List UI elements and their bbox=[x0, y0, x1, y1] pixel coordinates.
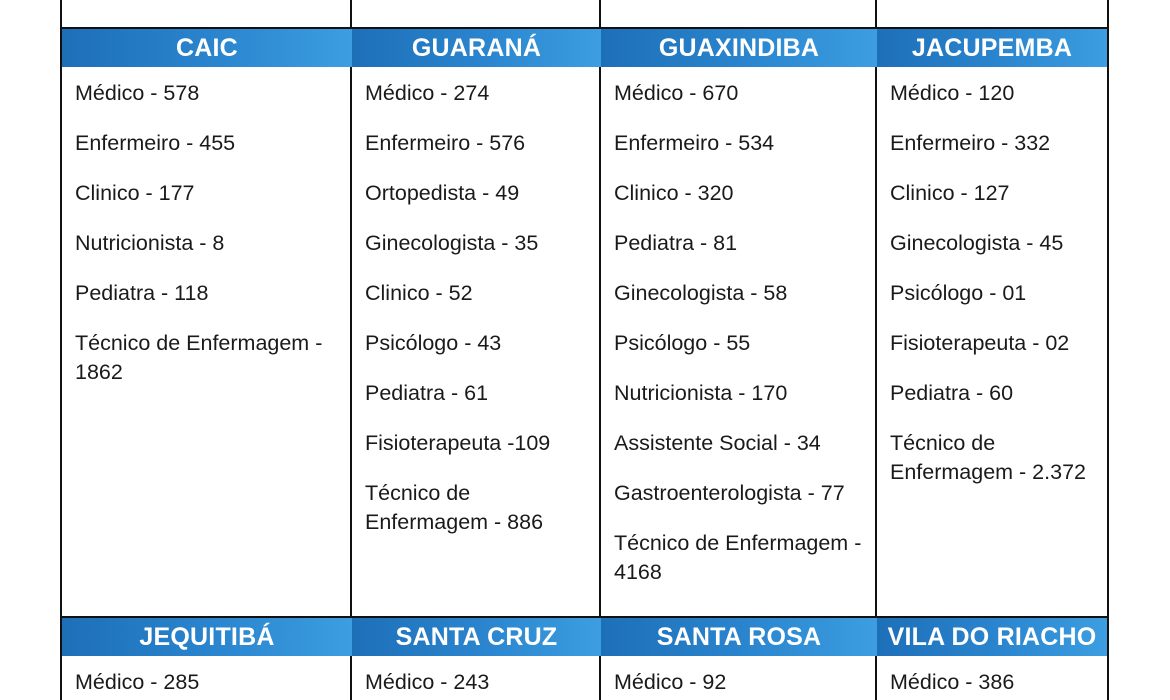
header-vila-do-riacho: VILA DO RIACHO bbox=[877, 618, 1107, 656]
list-item: Gastroenterologista - 77 bbox=[614, 481, 845, 505]
previous-row-tail bbox=[62, 0, 1107, 29]
list-item: Assistente Social - 34 bbox=[614, 431, 821, 455]
header-caic: CAIC bbox=[62, 29, 352, 67]
list-item: Ortopedista - 49 bbox=[365, 181, 520, 205]
list-item: Médico - 243 bbox=[365, 670, 490, 694]
header-jequitiba: JEQUITIBÁ bbox=[62, 618, 352, 656]
list-item: Médico - 386 bbox=[890, 670, 1015, 694]
list-item: Médico - 578 bbox=[75, 81, 200, 105]
list-item: Fisioterapeuta -109 bbox=[365, 431, 551, 455]
list-item: Clinico - 127 bbox=[890, 181, 1010, 205]
header-row-bottom bbox=[62, 618, 1107, 656]
list-item: Médico - 274 bbox=[365, 81, 490, 105]
list-item: Técnico de Enfermagem - 4168 bbox=[614, 531, 862, 584]
list-item: Enfermeiro - 332 bbox=[890, 131, 1051, 155]
list-item: Clinico - 52 bbox=[365, 281, 473, 305]
list-item: Enfermeiro - 455 bbox=[75, 131, 236, 155]
list-item: Técnico de Enfermagem - 2.372 bbox=[890, 431, 1086, 484]
list-item: Enfermeiro - 576 bbox=[365, 131, 526, 155]
list-item: Médico - 120 bbox=[890, 81, 1015, 105]
staff-table bbox=[60, 0, 1109, 700]
column-jequitiba bbox=[62, 656, 350, 700]
header-santa-cruz: SANTA CRUZ bbox=[352, 618, 601, 656]
list-item: Pediatra - 61 bbox=[365, 381, 489, 405]
list-item: Enfermeiro - 534 bbox=[614, 131, 775, 155]
column-caic bbox=[62, 67, 350, 408]
list-item: Nutricionista - 170 bbox=[614, 381, 788, 405]
list-item: Nutricionista - 8 bbox=[75, 231, 225, 255]
list-item: Médico - 670 bbox=[614, 81, 739, 105]
column-vila-do-riacho bbox=[877, 656, 1107, 700]
list-item: Pediatra - 60 bbox=[890, 381, 1014, 405]
list-item: Pediatra - 118 bbox=[75, 281, 209, 305]
column-santa-cruz bbox=[352, 656, 599, 700]
column-santa-rosa bbox=[601, 656, 875, 700]
header-guarana: GUARANÁ bbox=[352, 29, 601, 67]
column-jacupemba bbox=[877, 67, 1107, 508]
header-santa-rosa: SANTA ROSA bbox=[601, 618, 877, 656]
list-item: Psicólogo - 43 bbox=[365, 331, 502, 355]
list-item: Psicólogo - 55 bbox=[614, 331, 751, 355]
list-item: Técnico de Enfermagem - 1862 bbox=[75, 331, 323, 384]
list-item: Ginecologista - 45 bbox=[890, 231, 1064, 255]
list-item: Clinico - 320 bbox=[614, 181, 734, 205]
list-item: Técnico de Enfermagem - 886 bbox=[365, 481, 544, 534]
list-item: Ginecologista - 58 bbox=[614, 281, 788, 305]
list-item: Ginecologista - 35 bbox=[365, 231, 539, 255]
header-jacupemba: JACUPEMBA bbox=[877, 29, 1107, 67]
column-guarana bbox=[352, 67, 599, 558]
list-item: Médico - 92 bbox=[614, 670, 727, 694]
list-item: Clinico - 177 bbox=[75, 181, 195, 205]
header-row-top bbox=[62, 29, 1107, 67]
list-item: Pediatra - 81 bbox=[614, 231, 738, 255]
column-guaxindiba bbox=[601, 67, 875, 608]
list-item: Médico - 285 bbox=[75, 670, 200, 694]
list-item: Fisioterapeuta - 02 bbox=[890, 331, 1070, 355]
list-item: Psicólogo - 01 bbox=[890, 281, 1027, 305]
header-guaxindiba: GUAXINDIBA bbox=[601, 29, 877, 67]
